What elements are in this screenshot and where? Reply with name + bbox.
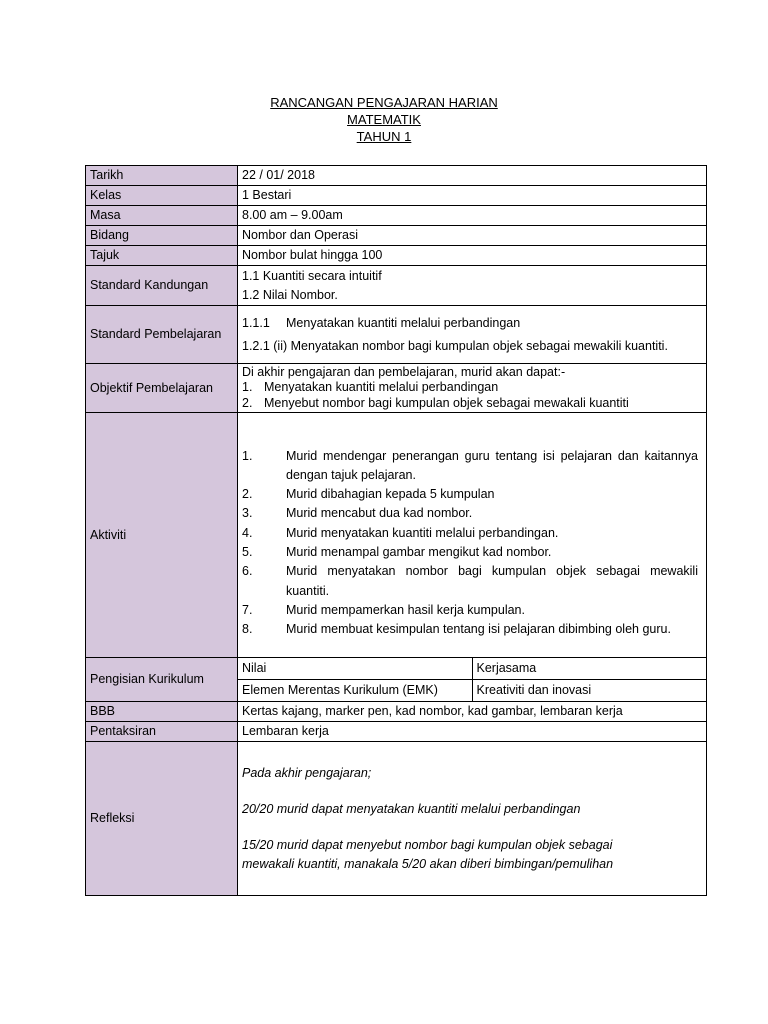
pengisian-row-2: [238, 680, 706, 701]
row-tajuk: [86, 246, 707, 266]
refleksi-intro: Pada akhir pengajaran;: [242, 765, 372, 780]
objektif-item-1-text: Menyatakan kuantiti melalui perbandingan: [264, 380, 499, 395]
aktiviti-item: [242, 485, 698, 504]
label-kelas: Kelas: [86, 186, 238, 206]
row-pengisian-kurikulum: [86, 658, 707, 702]
aktiviti-item-num: 2.: [242, 487, 253, 502]
objektif-item-2-text: Menyebut nombor bagi kumpulan objek sebagai mewakali kuantiti: [264, 395, 629, 410]
aktiviti-item-num: 3.: [242, 506, 253, 521]
label-aktiviti: Aktiviti: [86, 413, 238, 658]
aktiviti-item-text: Murid menyatakan kuantiti melalui perbandingan.: [286, 525, 559, 540]
value-standard-pembelajaran: [238, 306, 707, 364]
aktiviti-item: [242, 562, 698, 601]
row-refleksi: [86, 742, 707, 896]
aktiviti-item-text: Murid mempamerkan hasil kerja kumpulan.: [286, 602, 525, 617]
objektif-item-2-num: 2.: [242, 395, 253, 410]
aktiviti-item: [242, 543, 698, 562]
objektif-item-1: [242, 380, 702, 396]
value-refleksi: [238, 742, 707, 896]
value-pentaksiran: Lembaran kerja: [238, 722, 707, 742]
value-standard-kandungan: [238, 266, 707, 306]
row-standard-kandungan: [86, 266, 707, 306]
value-kelas: 1 Bestari: [238, 186, 707, 206]
pengisian-emk-label: Elemen Merentas Kurikulum (EMK): [242, 683, 438, 697]
row-objektif: [86, 364, 707, 413]
refleksi-line-2: 15/20 murid dapat menyebut nombor bagi kumpulan objek sebagai mewakali kuantiti, manakala 5/20 akan diberi bimbingan/pemulihan: [242, 837, 614, 871]
aktiviti-item: [242, 601, 698, 620]
value-objektif: [238, 364, 707, 413]
row-masa: [86, 206, 707, 226]
aktiviti-item: [242, 504, 698, 523]
label-tarikh: Tarikh: [86, 166, 238, 186]
row-bbb: [86, 702, 707, 722]
label-bidang: Bidang: [86, 226, 238, 246]
sp-line-2: 1.2.1 (ii) Menyatakan nombor bagi kumpulan objek sebagai mewakili kuantiti.: [242, 339, 668, 353]
aktiviti-item: [242, 524, 698, 543]
value-tajuk: Nombor bulat hingga 100: [238, 246, 707, 266]
sk-line-2: 1.2 Nilai Nombor.: [242, 287, 338, 302]
aktiviti-item-num: 7.: [242, 602, 253, 617]
row-standard-pembelajaran: [86, 306, 707, 364]
value-pengisian-kurikulum: [238, 658, 707, 702]
aktiviti-item-num: 6.: [242, 564, 253, 579]
label-masa: Masa: [86, 206, 238, 226]
aktiviti-item-num: 4.: [242, 525, 253, 540]
pengisian-row-1: [238, 658, 706, 680]
pengisian-nilai-value: Kerjasama: [472, 658, 707, 679]
pengisian-emk-value: Kreativiti dan inovasi: [472, 680, 707, 701]
objektif-intro: Di akhir pengajaran dan pembelajaran, murid akan dapat:-: [242, 364, 566, 379]
row-pentaksiran: [86, 722, 707, 742]
heading-year: TAHUN 1: [356, 129, 412, 144]
sp-line-1-num: 1.1.1: [242, 316, 270, 330]
objektif-item-2: [242, 396, 702, 412]
sp-line-1: [242, 315, 702, 332]
aktiviti-item-num: 8.: [242, 622, 253, 637]
refleksi-line-1: 20/20 murid dapat menyatakan kuantiti melalui perbandingan: [242, 801, 581, 816]
label-tajuk: Tajuk: [86, 246, 238, 266]
label-objektif: Objektif Pembelajaran: [86, 364, 238, 413]
aktiviti-item-text: Murid menyatakan nombor bagi kumpulan objek sebagai mewakili kuantiti.: [286, 564, 698, 598]
row-tarikh: [86, 166, 707, 186]
sp-line-1-text: Menyatakan kuantiti melalui perbandingan: [286, 316, 521, 330]
row-kelas: [86, 186, 707, 206]
aktiviti-item-text: Murid membuat kesimpulan tentang isi pelajaran dibimbing oleh guru.: [286, 622, 671, 637]
aktiviti-item-text: Murid mendengar penerangan guru tentang isi pelajaran dan kaitannya dengan tajuk pelajaran.: [286, 448, 698, 482]
heading-title: RANCANGAN PENGAJARAN HARIAN: [270, 95, 498, 110]
aktiviti-item-num: 1.: [242, 448, 253, 463]
value-bidang: Nombor dan Operasi: [238, 226, 707, 246]
label-refleksi: Refleksi: [86, 742, 238, 896]
label-bbb: BBB: [86, 702, 238, 722]
label-pentaksiran: Pentaksiran: [86, 722, 238, 742]
aktiviti-list: [242, 447, 698, 640]
aktiviti-item-num: 5.: [242, 545, 253, 559]
objektif-item-1-num: 1.: [242, 380, 253, 395]
label-standard-kandungan: Standard Kandungan: [86, 266, 238, 306]
aktiviti-item-text: Murid mencabut dua kad nombor.: [286, 506, 473, 521]
aktiviti-item-text: Murid menampal gambar mengikut kad nombor.: [286, 545, 552, 559]
row-bidang: [86, 226, 707, 246]
row-aktiviti: [86, 413, 707, 658]
value-aktiviti: [238, 413, 707, 658]
value-masa: 8.00 am – 9.00am: [238, 206, 707, 226]
sk-line-1: 1.1 Kuantiti secara intuitif: [242, 268, 382, 283]
value-bbb: Kertas kajang, marker pen, kad nombor, kad gambar, lembaran kerja: [238, 702, 707, 722]
value-tarikh: 22 / 01/ 2018: [238, 166, 707, 186]
pengisian-nilai-label: Nilai: [242, 661, 267, 675]
lesson-plan-table: [85, 165, 707, 896]
aktiviti-item-text: Murid dibahagian kepada 5 kumpulan: [286, 487, 495, 502]
aktiviti-item: [242, 447, 698, 486]
aktiviti-item: [242, 620, 698, 639]
label-pengisian-kurikulum: Pengisian Kurikulum: [86, 658, 238, 702]
heading-subject: MATEMATIK: [347, 112, 421, 127]
document-heading: [0, 94, 768, 145]
label-standard-pembelajaran: Standard Pembelajaran: [86, 306, 238, 364]
